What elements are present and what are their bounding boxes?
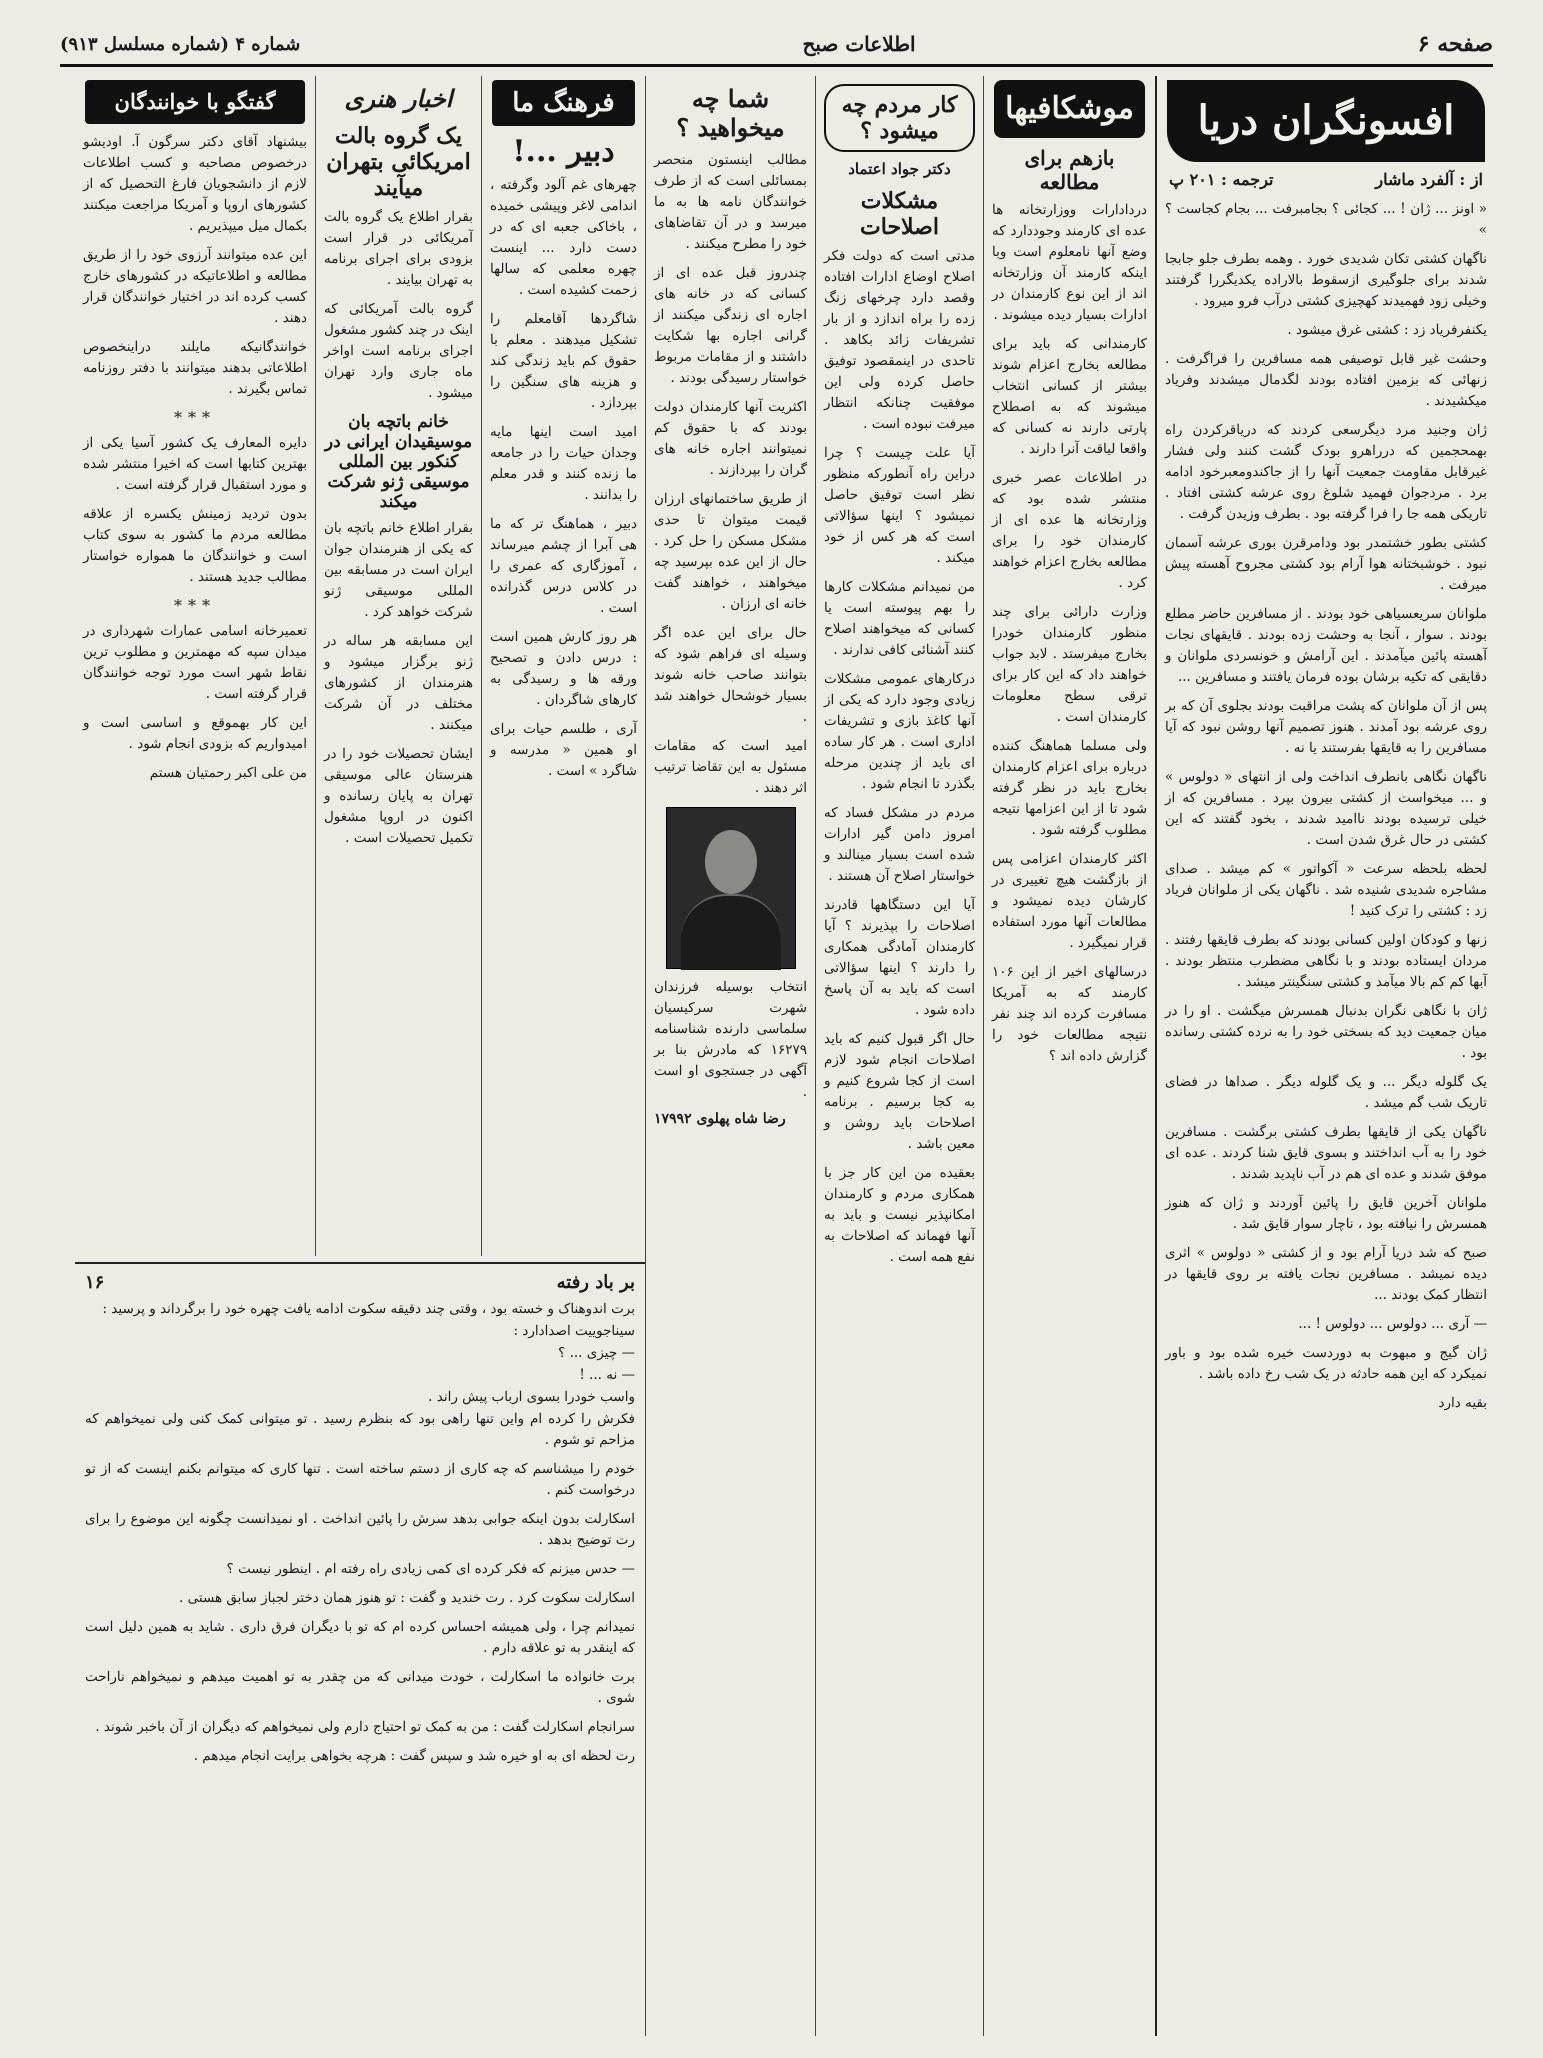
- author-line: از : آلفرد ماشار: [1375, 170, 1483, 189]
- paragraph: یکنفرفریاد زد : کشتی غرق میشود .: [1287, 322, 1487, 338]
- paragraph: حال اگر قبول کنیم که باید اصلاحات انجام شود لازم است از کجا شروع کنیم و به کجا برسیم . برنامه اصلاحات باید روشن و معین باشد .: [824, 1031, 975, 1152]
- paragraph: صبح که شد دریا آرام بود و از کشتی « دولوس » اثری دیده نمیشد . مسافرین نجات یافته بر روی قایقها در انتظار کمک بودند ...: [1165, 1245, 1487, 1303]
- paragraph: پس از آن ملوانان که پشت مراقبت بودند بجلوی آن که بر روی عرشه بود آمدند . هنوز تصمیم آنها روشن نبود که آیا مسافرین را به قایقها بفرستند یا نه .: [1165, 698, 1487, 756]
- dialogue-line: — نه ... !: [579, 1367, 635, 1383]
- paragraph: برت خانواده ما اسکارلت ، خودت میدانی که من چقدر به تو اهمیت میدهم و نمیخواهم ناراحت شوی .: [85, 1669, 635, 1706]
- serial-title: افسونگران دریا: [1167, 80, 1485, 162]
- paragraph: آری ، طلسم حیات برای او همین « مدرسه و شاگرد » است .: [490, 721, 637, 779]
- dialogue-line: سیناجوییت اصدادارد :: [513, 1323, 635, 1339]
- portrait-body: [681, 894, 781, 970]
- column-logo: کار مردم چه میشود ؟: [824, 84, 975, 152]
- column-logo: اخبار هنری: [344, 84, 453, 113]
- paragraph: بقرار اطلاع یک گروه بالت آمریکائی در قرار است بزودی برای اجرای برنامه به تهران بیایند .: [324, 209, 473, 288]
- portrait-face: [705, 830, 757, 894]
- article-headline: بازهم برای مطالعه: [1024, 146, 1115, 194]
- section-separator: ***: [174, 408, 216, 427]
- paragraph: هر روز کارش همین است : درس دادن و تصحیح ورقه ها و رسیدگی به کارهای شاگردان .: [490, 629, 637, 708]
- photo-caption: انتخاب بوسیله فرزندان شهرت سرکیسیان سلماسی دارنده شناسنامه ۱۶۲۷۹ که مادرش بنا بر آگهی در جستجوی او است .: [654, 979, 807, 1100]
- paragraph: ناگهان یکی از قایقها بطرف کشتی برگشت . مسافرین خود را به آب انداختند و بسوی قایق شنا کردند . عده ای موفق شدند و عده ای هم در آب ناپدید شدند .: [1165, 1124, 1487, 1182]
- article-headline: مشکلات اصلاحات: [860, 188, 939, 240]
- translator-line: ترجمه : ۲۰۱ پ: [1169, 170, 1274, 189]
- paragraph: بقرار اطلاع خانم باتچه بان که یکی از هنرمندان جوان ایران است در مسابقه بین المللی موسیقی ژنو شرکت خواهد کرد .: [324, 520, 473, 620]
- readers-dialogue-column: [75, 76, 315, 1256]
- mushkafiha-column: [983, 76, 1155, 2036]
- paragraph: ناگهان کشتی تکان شدیدی خورد . وهمه بطرف جلو جابجا شدند برای جلوگیری ازسقوط بالاراده یکدیگررا گرفتند وخیلی زود فهمیدند کهچیزی کشتی درآب فرو میرود .: [1165, 251, 1487, 309]
- issue-number: شماره ۴ (شماره مسلسل ۹۱۳): [60, 33, 301, 55]
- portrait-photo: [666, 807, 796, 969]
- paragraph: امید است که مقامات مسئول به این تقاضا ترتیب اثر دهند .: [654, 738, 807, 796]
- paragraph: اسکارلت سکوت کرد . رت خندید و گفت : تو هنوز همان دختر لجباز سابق هستی .: [179, 1590, 635, 1606]
- paragraph: ولی مسلما هماهنگ کننده درباره برای اعزام کارمندان بخارج باید در نظر گرفته شود تا از این اعزامها نتیجه مطلوب گرفته شود .: [992, 738, 1147, 838]
- paragraph: ملوانان آخرین قایق را پائین آوردند و ژان که هنوز همسرش را نیافته بود ، ناچار سوار قایق شد .: [1165, 1195, 1487, 1232]
- dialogue-line: واسب خودرا بسوی ارباب پیش راند .: [428, 1389, 635, 1405]
- paragraph: وزارت دارائی برای چند منظور کارمندان خودرا بخارج میفرستد . لابد جواب خواهند داد که این کار برای ترقی سطح معلومات کارمندان است .: [992, 604, 1147, 725]
- paragraph: درکارهای عمومی مشکلات زیادی وجود دارد که یکی از آنها کاغذ بازی و تشریفات اداری است . هر کار ساده ای باید از چندین مرحله بگذرد تا انجام شود .: [824, 671, 975, 792]
- paragraph: چندروز قبل عده ای از کسانی که در خانه های اجاره ای زندگی میکنند از گرانی اجاره بها شکایت داشتند و از مقامات مربوط خواستار رسیدگی بودند .: [654, 265, 807, 386]
- paragraph: « اونز ... ژان ! ... کجائی ؟ بجامبرفت ... بجام کجاست ؟ »: [1165, 201, 1487, 238]
- paragraph: مطالب اینستون منحصر بمسائلی است که از طرف خوانندگان نامه ها به ما میرسد و در آن تقاضاهای خود را مطرح میکنند .: [654, 152, 807, 252]
- paragraph: این مسابقه هر ساله در ژنو برگزار میشود و هنرمندان از کشورهای مختلف در آن شرکت میکنند .: [324, 633, 473, 733]
- paragraph: خوانندگانیکه مایلند دراینخصوص اطلاعاتی بدهند میتوانند با دفتر روزنامه تماس بگیرند .: [83, 339, 307, 397]
- paragraph: در اطلاعات عصر خبری منتشر شده بود که وزارتخانه ها عده ای از کارمندان خود را برای مطالعه بخارج اعزام خواهند کرد .: [992, 470, 1147, 591]
- paragraph: بدون تردید زمینش یکسره از علاقه مطالعه مردم ما کشور به سوی کتاب است و خوانندگان ما همواره خواستار مطالب جدید هستند .: [83, 506, 307, 585]
- paragraph: بعقیده من این کار جز با همکاری مردم و کارمندان امکانپذیر نیست و باید به آنها فهماند که اصلاحات به نفع همه است .: [824, 1165, 975, 1265]
- column-logo: موشکافیها: [994, 80, 1145, 138]
- paragraph: ژان گیج و مبهوت به دوردست خیره شده بود و باور نمیکرد که این همه حادثه در یک شب رخ داده باشد .: [1165, 1345, 1487, 1382]
- page-number: صفحه ۶: [1417, 31, 1493, 57]
- signature-line: رضا شاه پهلوی ۱۷۹۹۲: [654, 1111, 786, 1127]
- newspaper-name: اطلاعات صبح: [802, 32, 916, 56]
- paragraph: ژان وجنید مرد دیگرسعی کردند که دریاقرکردن راه بهمحجمین که درراهرو بودک گشت کنند ولی فشار غیرقابل مقاومت جمعیت آنها را از جاکندومعبرخود ادامه برد . مردجوان فهمید شلوغ روی عرشه کشتی افتاد . تاریکی همه جا را فرا گرفته بود . بطرف وزیدن گرفت .: [1165, 422, 1487, 522]
- serial-title: بر باد رفته: [556, 1272, 635, 1293]
- paragraph: کشتی بطور خشتمدر بود ودامرقرن بوری عرشه آسمان نبود . خوشبختانه هوا آرام بود کشتی مجروح آهسته پیش میرفت .: [1165, 535, 1487, 593]
- paragraph: خودم را میشناسم که چه کاری از دستم ساخته است . تنها کاری که میتوانم بکنم اینست که از تو درخواست کنم .: [85, 1461, 635, 1498]
- section-separator: ***: [174, 596, 216, 615]
- dialogue-line: — چیزی ... ؟: [558, 1345, 635, 1361]
- paragraph: تعمیرخانه اسامی عمارات شهرداری در میدان سپه که مهمترین و مطلوب ترین نقاط شهر است مورد توجه خوانندگان قرار گرفته است .: [83, 623, 307, 702]
- paragraph: این کار بهموقع و اساسی است و امیدواریم که بزودی انجام شود .: [83, 715, 307, 752]
- arts-news-column: [315, 76, 481, 1256]
- paragraph: ناگهان نگاهی بانطرف انداخت ولی از انتهای « دولوس » و ... میخواست از کشتی بیرون بپرد . مسافرین که از خیلی ترسیده بودند ناامید شدند ، بخود گفتند که این کشتی در حال غرق شدن است .: [1165, 769, 1487, 848]
- paragraph: — آری ... دولوس ... دولوس ! ...: [1298, 1316, 1487, 1332]
- continued-note: بقیه دارد: [1438, 1395, 1487, 1411]
- paragraph: حال برای این عده اگر وسیله ای فراهم شود که بتوانند صاحب خانه شوند بسیار خوشحال خواهند شد .: [654, 625, 807, 725]
- serial-credits: [1169, 170, 1483, 189]
- paragraph: آیا این دستگاهها قادرند اصلاحات را بپذیرند ؟ آیا کارمندان آمادگی همکاری را دارند ؟ اینها سؤالاتی است که باید به آن پاسخ داده شود .: [824, 897, 975, 1018]
- paragraph: ژان با نگاهی نگران بدنبال همسرش میگشت . او را در میان جمعیت دید که بسختی خود را به نرده کشتی رسانده بود .: [1165, 1003, 1487, 1061]
- serial-titlebar: [85, 1272, 635, 1293]
- serial-number: ۱۶: [85, 1272, 105, 1293]
- paragraph: امید است اینها مایه وجدان حیات را در جامعه ما زنده کنند و قدر معلم را بدانند .: [490, 424, 637, 503]
- paragraph: زنها و کودکان اولین کسانی بودند که بطرف قایقها رفتند . مردان ایستاده بودند و با نگاهی مضطرب منتظر بودند . آبها کم کم بالا میآمد و کشتی سنگینتر میشد .: [1165, 932, 1487, 990]
- paragraph: رت لحظه ای به او خیره شد و سپس گفت : هرچه بخواهی برایت انجام میدهم .: [193, 1748, 635, 1764]
- closing-line: من علی اکبر رحمتیان هستم: [149, 765, 307, 781]
- paragraph: اکثریت آنها کارمندان دولت بودند که با حقوق کم نمیتوانند اجاره خانه های گران را بپردازند .: [654, 399, 807, 478]
- column-logo: گفتگو با خوانندگان: [85, 80, 305, 124]
- kar-mardom-column: [815, 76, 983, 2036]
- paragraph: سرانجام اسکارلت گفت : من به کمک تو احتیاج دارم ولی نمیخواهم که دیگران از آن باخبر شوند .: [95, 1719, 635, 1735]
- paragraph: نمیدانم چرا ، ولی همیشه احساس کرده ام که تو با دیگران فرق داری . شاید به همین دلیل است که اینقدر به تو علاقه دارم .: [85, 1619, 635, 1656]
- dialogue-line: برت اندوهناک و خسته بود ، وقتی چند دقیقه سکوت ادامه یافت چهره خود را برگرداند و پرسید :: [102, 1301, 635, 1317]
- article-headline: دبیر ...!: [512, 134, 615, 169]
- paragraph: از طریق ساختمانهای ارزان قیمت میتوان تا حدی مشکل مسکن را حل کرد . حال از این عده بپرسید چه میخواهند ، خواهند گفت خانه ای ارزان .: [654, 491, 807, 612]
- serial-story-column: [1155, 76, 1495, 2036]
- paragraph: آیا علت چیست ؟ چرا دراین راه آنطورکه منظور نظر است توفیق حاصل نمیشود ؟ اینها سؤالاتی است که هر کس از خود میکند .: [824, 445, 975, 566]
- paragraph: چهرهای غم آلود وگرفته ، اندامی لاغر وپیشی خمیده ، باخاکی جعبه ای که در دست دارد ... اینست چهره معلمی که سالها زحمت کشیده است .: [490, 177, 637, 298]
- paragraph: فکرش را کرده ام واین تنها راهی بود که بنظرم رسید . تو میتوانی کمک کنی ولی نمیخواهم که مزاحم تو شوم .: [85, 1411, 635, 1448]
- author-line: دکتر جواد اعتماد: [848, 160, 951, 178]
- paragraph: اسکارلت بدون اینکه جوابی بدهد سرش را پائین انداخت . او نمیدانست چگونه این موضوع را برای رت توضیح بدهد .: [85, 1511, 635, 1548]
- paragraph: درسالهای اخیر از این ۱۰۶ کارمند که به آمریکا مسافرت کرده اند چند نفر نتیجه مطالعات خود را گزارش داده اند ؟: [992, 964, 1147, 1064]
- article-headline: یک گروه بالت امریکائی بتهران میآیند: [326, 123, 471, 201]
- paragraph: کارمندانی که باید برای مطالعه بخارج اعزام شوند بیشتر از کسانی انتخاب میشوند که به اصطلاح پارتی دارند نه کسانی که واقعا لیاقت آنرا دارند .: [992, 336, 1147, 457]
- paragraph: — حدس میزنم که فکر کرده ای کمی زیادی راه رفته ام . اینطور نیست ؟: [226, 1561, 635, 1577]
- page-header: [60, 24, 1493, 67]
- paragraph: ملوانان سریعسیاهی خود بودند . از مسافرین حاضر مطلع بودند . سوار ، آنجا به وحشت زده بودند . قایقهای نجات آهسته پائین میآمدند . این آرامش و خونسردی ملوانان و دقایقی که تکیه برشان بوده فرمان یافتند و مسافرین ...: [1165, 606, 1487, 685]
- gone-with-the-wind-serial: [75, 1262, 645, 2002]
- farhang-column: [481, 76, 645, 1256]
- paragraph: یک گلوله دیگر ... و یک گلوله دیگر . صداها در فضای تاریک شب گم میشد .: [1165, 1074, 1487, 1111]
- column-logo: فرهنگ ما: [492, 80, 635, 126]
- paragraph: دبیر ، هماهنگ تر که ما هی آبرا از چشم میرساند ، آموزگاری که عمری را در کلاس درس گذرانده است .: [490, 516, 637, 616]
- article-headline: خانم باتچه بان موسیقیدان ایرانی در کنکور بین المللی موسیقی ژنو شرکت میکند: [324, 412, 473, 512]
- paragraph: مدتی است که دولت فکر اصلاح اوضاع ادارات افتاده وقصد دارد چرخهای زنگ زده را براه اندازد و از بار تشریفات زائد بکاهد . تاحدی در اینمقصود توفیق حاصل کرده ولی این موفقیت چنانکه انتظار میرفت نبوده است .: [824, 248, 975, 432]
- paragraph: اکثر کارمندان اعزامی پس از بازگشت هیچ تغییری در کارشان دیده نمیشود و مطالعات آنها مورد استفاده قرار نمیگیرد .: [992, 851, 1147, 951]
- paragraph: دایره المعارف یک کشور آسیا یکی از بهترین کتابها است که اخیرا منتشر شده و مورد استقبال قرار گرفته است .: [83, 435, 307, 493]
- paragraph: بیشنهاد آقای دکتر سرگون آ. اودیشو درخصوص مصاحبه و کسب اطلاعات لازم از دانشجویان فارغ التحصیل که از کشورهای اروپا و آمریکا مراجعت میکنند بکمال میل میپذیریم .: [83, 134, 307, 234]
- paragraph: ایشان تحصیلات خود را در هنرستان عالی موسیقی تهران به پایان رسانده و اکنون در اروپا مشغول تکمیل تحصیلات است .: [324, 746, 473, 846]
- paragraph: شاگردها آقامعلم را تشکیل میدهند . معلم با حقوق کم باید زندگی کند و هزینه های سنگین را بپردازد .: [490, 311, 637, 411]
- paragraph: وحشت غیر قابل توصیفی همه مسافرین را فراگرفت . زنهائی که بزمین افتاده بودند لگدمال میشدند وفریاد میکشیدند .: [1165, 351, 1487, 409]
- paragraph: مردم در مشکل فساد که امروز دامن گیر ادارات شده است بسیار مینالند و خواستار اصلاح آن هستند .: [824, 805, 975, 884]
- readers-requests-column: [645, 76, 815, 2036]
- paragraph: دردادارات ووزارتخانه ها عده ای کارمند وجوددارد که وضع آنها نامعلوم است وبا اینکه کارمند آن وزارتخانه اند از این نوع کارمندان در ادارات بسیار دیده میشوند .: [992, 202, 1147, 323]
- column-logo: شما چه میخواهید ؟: [676, 84, 785, 142]
- paragraph: گروه بالت آمریکائی که اینک در چند کشور مشغول اجرای برنامه است اواخر ماه جاری وارد تهران میشود .: [324, 301, 473, 401]
- paragraph: این عده میتوانند آرزوی خود را از طریق مطالعه و اطلاعاتیکه در کشورهای خارج کسب کرده اند در اختیار خوانندگان قرار دهند .: [83, 247, 307, 326]
- paragraph: من نمیدانم مشکلات کارها را بهم پیوسته است یا کسانی که میخواهند اصلاح کنند آشنائی کافی ندارند .: [824, 579, 975, 658]
- paragraph: لحظه بلحظه سرعت « آکواتور » کم میشد . صدای مشاجره شدیدی شنیده شد . ناگهان یکی از ملوانان فریاد زد : کشتی را ترک کنید !: [1165, 861, 1487, 919]
